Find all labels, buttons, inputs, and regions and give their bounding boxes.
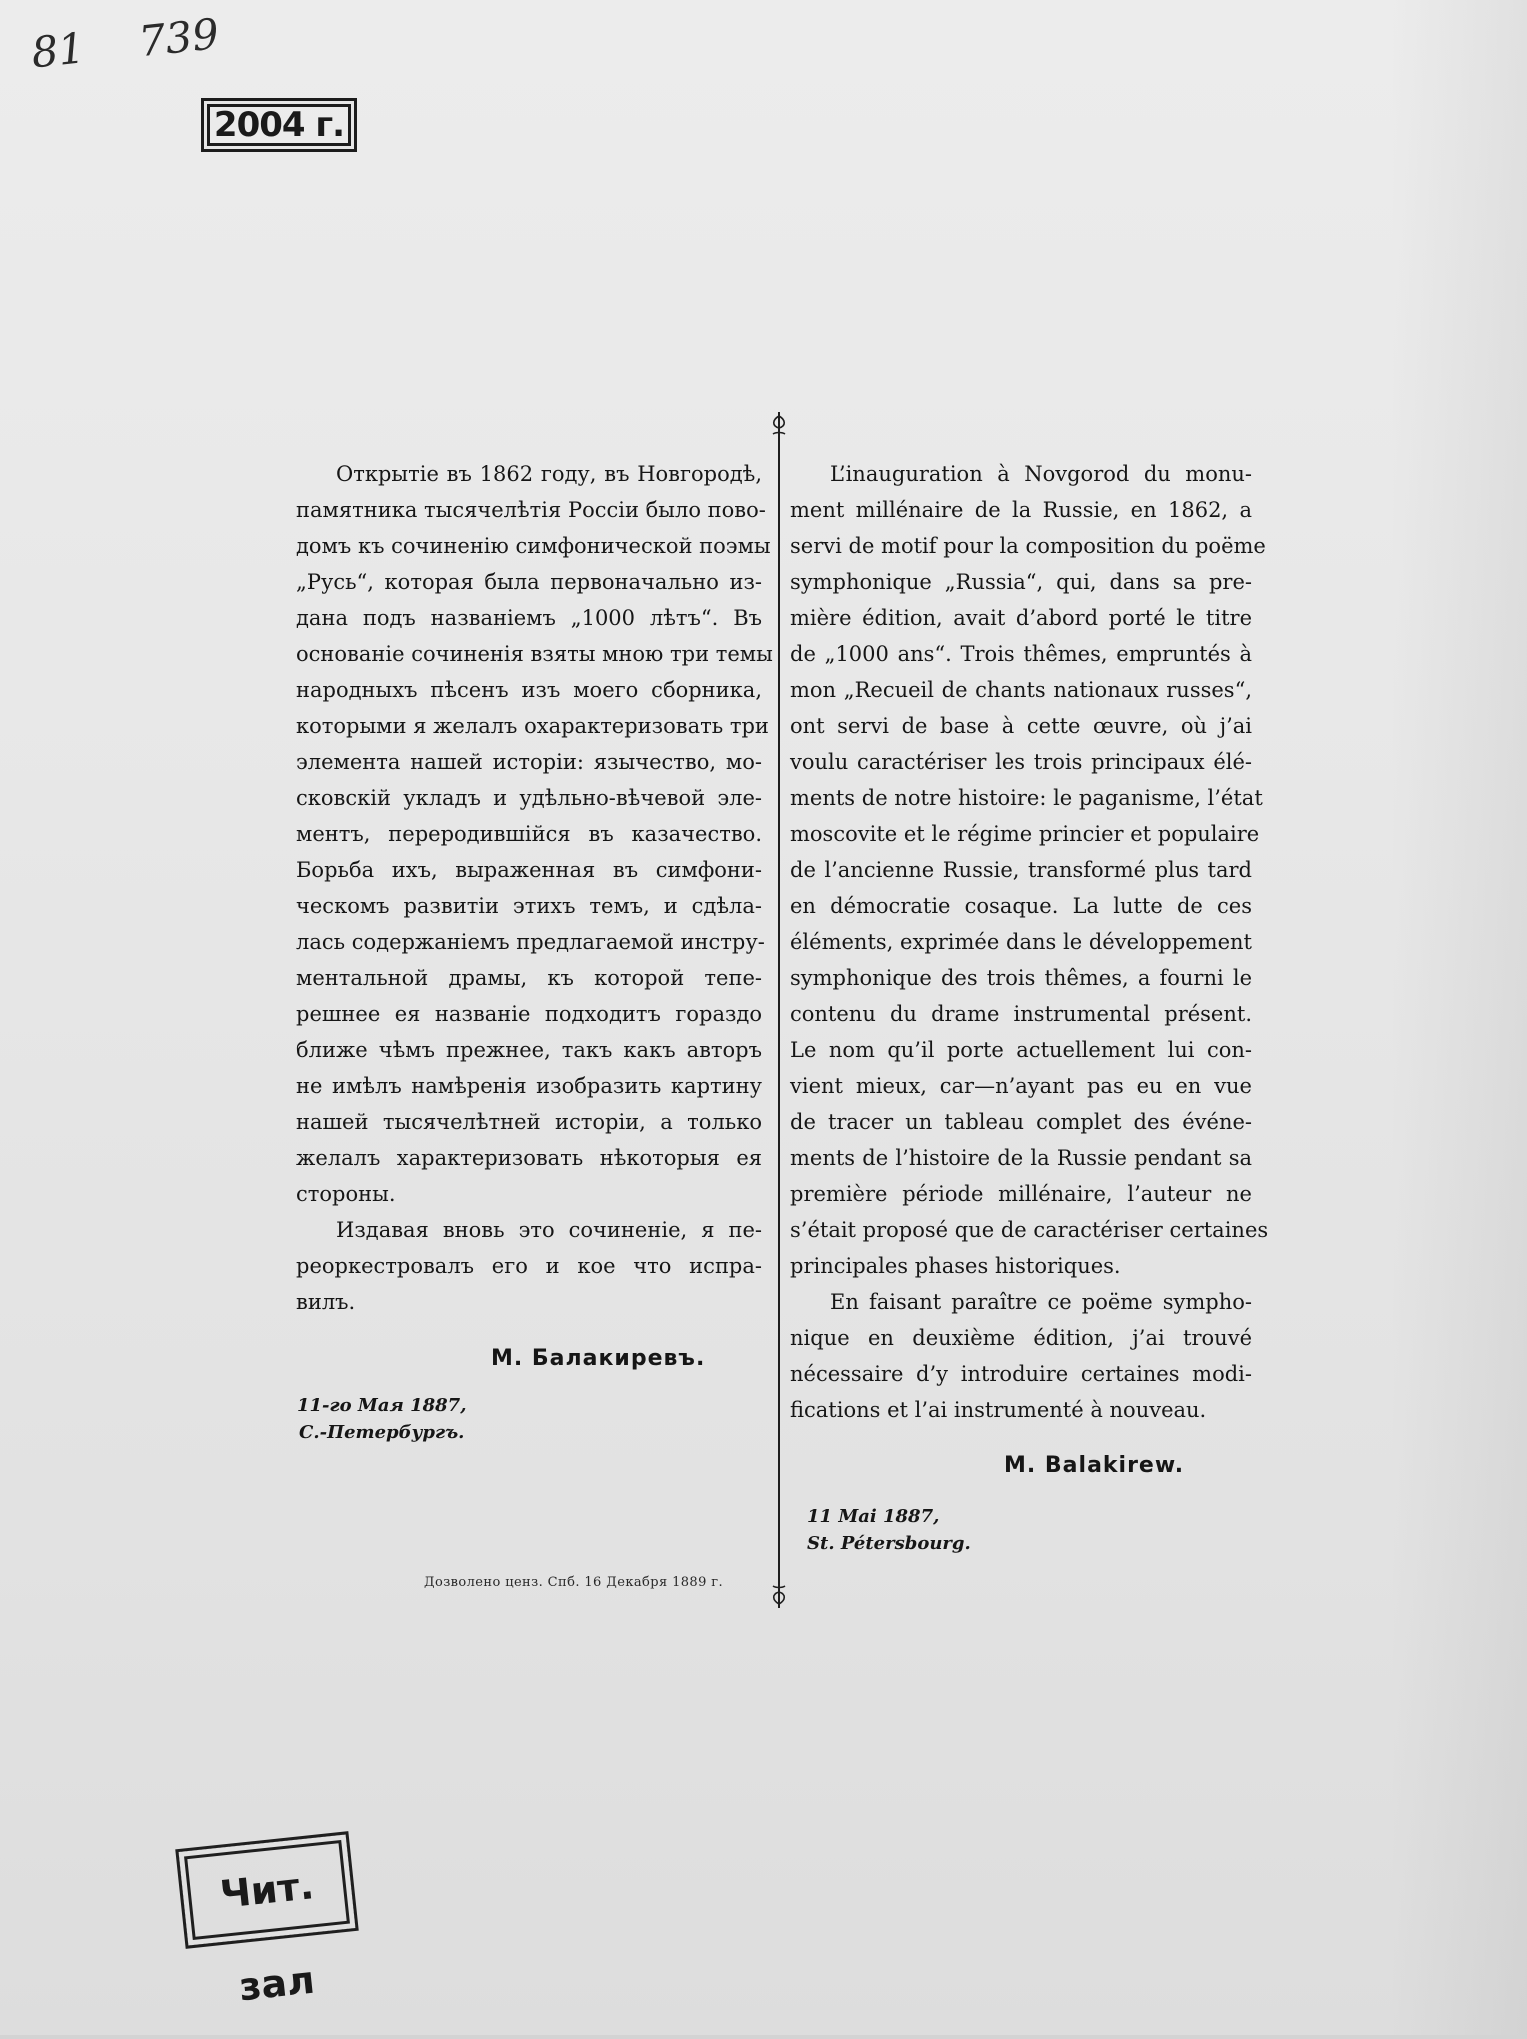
text-line: реоркестровалъ его и кое что испра- [296,1254,762,1278]
text-line: вилъ. [296,1290,356,1314]
russian-date-line-1: 11-го Мая 1887, [297,1395,467,1416]
handwritten-number-right: 739 [136,9,222,67]
russian-date [297,1392,466,1446]
text-line: voulu caractériser les trois principaux élé- [790,750,1252,774]
russian-date-line-2: С.-Петербургъ. [299,1422,465,1443]
handwritten-number-left: 81 [28,23,88,78]
text-line: ments de notre histoire: le paganisme, l’état [790,786,1263,810]
text-line: Борьба ихъ, выраженная въ симфони- [296,858,762,882]
text-line: Открытіе въ 1862 году, въ Новгородѣ, [336,462,762,486]
year-stamp: 2004 г. [201,98,357,152]
handwritten-shelf-mark [24,1,241,103]
text-line: symphonique des trois thêmes, a fourni le [790,966,1252,990]
french-paragraph-1 [790,456,1269,1284]
text-line: лась содержаніемъ предлагаемой инстру- [296,930,765,954]
russian-paragraph-2 [296,1212,762,1320]
text-line: En faisant paraître ce poëme sympho- [830,1290,1252,1314]
text-line: которыми я желалъ охарактеризовать три [296,714,769,738]
text-line: Le nom qu’il porte actuellement lui con- [790,1038,1252,1062]
text-line: mon „Recueil de chants nationaux russes“, [790,678,1252,702]
text-line: ментъ, переродившійся въ казачество. [296,822,762,846]
text-line: ментальной драмы, къ которой тепе- [296,966,762,990]
russian-signature: М. Балакиревъ. [491,1346,706,1371]
divider-ornament-bottom-icon [770,1578,788,1608]
french-column [790,456,1269,1428]
text-line: дана подъ названіемъ „1000 лѣтъ“. Въ [296,606,762,630]
russian-paragraph-1 [296,456,773,1212]
text-line: nécessaire d’y introduire certaines modi- [790,1362,1252,1386]
text-line: L’inauguration à Novgorod du monu- [830,462,1252,486]
text-line: s’était proposé que de caractériser certaines [790,1218,1269,1242]
text-line: nique en deuxième édition, j’ai trouvé [790,1326,1252,1350]
french-paragraph-2 [790,1284,1252,1428]
french-date-line-2: St. Pétersbourg. [807,1533,971,1554]
text-line: домъ къ сочиненію симфонической поэмы [296,534,771,558]
text-line: ment millénaire de la Russie, en 1862, a [790,498,1252,522]
text-line: желалъ характеризовать нѣкоторыя ея [296,1146,762,1170]
french-date [807,1503,971,1557]
text-line: ближе чѣмъ прежнее, такъ какъ авторъ [296,1038,762,1062]
text-line: основаніе сочиненія взяты мною три темы [296,642,773,666]
text-line: principales phases historiques. [790,1254,1121,1278]
french-date-line-1: 11 Mai 1887, [807,1506,940,1527]
text-line: mière édition, avait d’abord porté le titre [790,606,1252,630]
text-line: памятника тысячелѣтія Россіи было пово- [296,498,766,522]
text-line: ческомъ развитіи этихъ темъ, и сдѣла- [296,894,762,918]
text-line: решнее ея названіе подходитъ гораздо [296,1002,762,1026]
divider-line [778,440,780,1580]
text-line: de tracer un tableau complet des événe- [790,1110,1252,1134]
divider-ornament-top-icon [770,412,788,442]
text-line: сковскій укладъ и удѣльно-вѣчевой эле- [296,786,762,810]
text-line: vient mieux, car—n’ayant pas eu en vue [790,1074,1252,1098]
text-line: элемента нашей исторіи: язычество, мо- [296,750,762,774]
text-line: de l’ancienne Russie, transformé plus tard [790,858,1252,882]
text-line: moscovite et le régime princier et populaire [790,822,1260,846]
text-line: de „1000 ans“. Trois thêmes, empruntés à [790,642,1252,666]
text-line: не имѣлъ намѣренія изобразить картину [296,1074,762,1098]
text-line: народныхъ пѣсенъ изъ моего сборника, [296,678,762,702]
text-line: ont servi de base à cette œuvre, où j’ai [790,714,1252,738]
text-line: нашей тысячелѣтней исторіи, а только [296,1110,762,1134]
text-line: première période millénaire, l’auteur ne [790,1182,1252,1206]
text-line: éléments, exprimée dans le développement [790,930,1252,954]
text-line: servi de motif pour la composition du poëme [790,534,1266,558]
text-line: fications et l’ai instrumenté à nouveau. [790,1398,1207,1422]
text-line: ments de l’histoire de la Russie pendant sa [790,1146,1252,1170]
column-divider [770,412,788,1608]
text-line: contenu du drame instrumental présent. [790,1002,1252,1026]
french-signature: M. Balakirew. [1004,1453,1185,1478]
text-line: „Русь“, которая была первоначально из- [296,570,762,594]
russian-column [296,456,773,1320]
reading-room-stamp: Чит. зал [175,1831,358,1949]
censor-note: Дозволено ценз. Спб. 16 Декабря 1889 г. [424,1575,724,1590]
text-line: стороны. [296,1182,396,1206]
text-line: Издавая вновь это сочиненіе, я пе- [336,1218,762,1242]
text-line: en démocratie cosaque. La lutte de ces [790,894,1252,918]
text-line: symphonique „Russia“, qui, dans sa pre- [790,570,1252,594]
